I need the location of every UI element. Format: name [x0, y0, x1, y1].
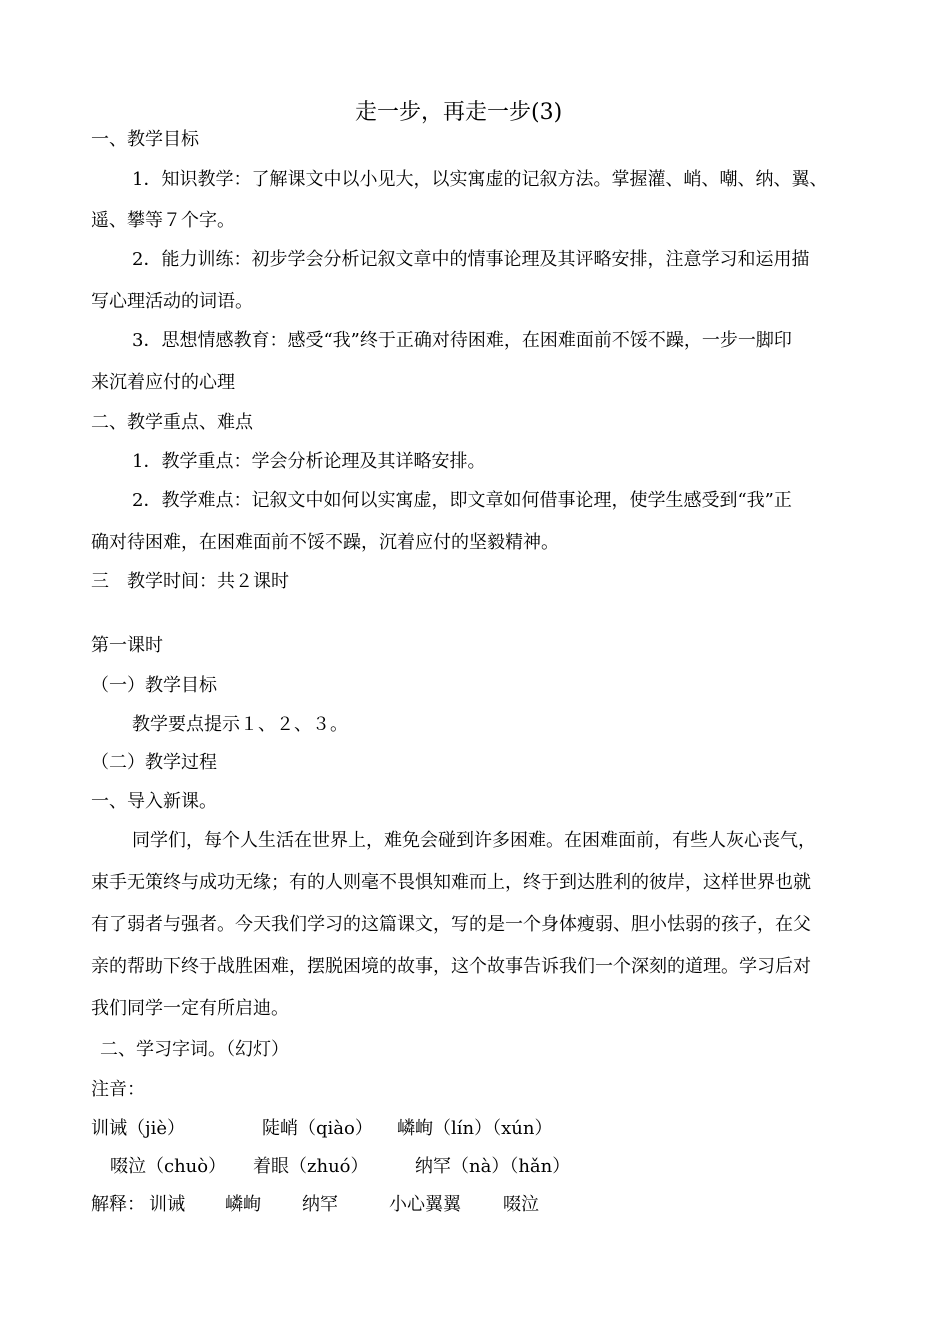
paragraph-line: 同学们，每个人生活在世界上，难免会碰到许多困难。在困难面前，有些人灰心丧气，	[132, 830, 816, 851]
paragraph-line: 1．知识教学：了解课文中以小见大，以实寓虚的记叙方法。掌握灌、峭、嘲、纳、翼、	[132, 169, 828, 190]
subsection-heading: （二）教学过程	[91, 752, 217, 773]
paragraph-line: 束手无策终与成功无缘；有的人则毫不畏惧知难而上，终于到达胜利的彼岸，这样世界也就	[91, 872, 811, 893]
explain-word: 纳罕	[302, 1194, 338, 1215]
paragraph-line: 2．教学难点：记叙文中如何以实寓虚，即文章如何借事论理，使学生感受到“我”正	[132, 490, 792, 511]
vocab-item: 着眼（zhuó）	[253, 1156, 369, 1177]
vocab-item: 嶙峋（lín）（xún）	[397, 1118, 553, 1139]
paragraph-line: 亲的帮助下终于战胜困难，摆脱困境的故事，这个故事告诉我们一个深刻的道理。学习后对	[91, 956, 811, 977]
paragraph-line: 3．思想情感教育：感受“我”终于正确对待困难，在困难面前不馁不躁，一步一脚印	[132, 330, 792, 351]
pinyin-label: 注音：	[91, 1079, 145, 1100]
vocab-item: 纳罕（nà）（hǎn）	[415, 1156, 571, 1177]
paragraph-line: 遥、攀等７个字。	[91, 210, 235, 231]
vocab-item: 陡峭（qiào）	[262, 1118, 373, 1139]
paragraph-line: 写心理活动的词语。	[91, 291, 253, 312]
subsection-heading: 二、学习字词。（幻灯）	[100, 1039, 289, 1060]
explain-word: 小心翼翼	[389, 1194, 461, 1215]
paragraph-line: 我们同学一定有所启迪。	[91, 998, 289, 1019]
explain-word: 嶙峋	[225, 1194, 261, 1215]
paragraph-line: 2．能力训练：初步学会分析记叙文章中的情事论理及其评略安排，注意学习和运用描	[132, 249, 810, 270]
subsection-heading: （一）教学目标	[91, 675, 217, 696]
section-heading: 二、教学重点、难点	[91, 412, 253, 433]
vocab-item: 训诫（jiè）	[91, 1118, 185, 1139]
page-title: 走一步，再走一步(3)	[355, 100, 563, 125]
vocab-item: 啜泣（chuò）	[110, 1156, 227, 1177]
explain-word: 啜泣	[503, 1194, 539, 1215]
section-heading: 一、教学目标	[91, 129, 199, 150]
paragraph-line: 教学要点提示１、２、３。	[132, 714, 348, 735]
explain-label: 解释：	[91, 1194, 145, 1215]
paragraph-line: 有了弱者与强者。今天我们学习的这篇课文，写的是一个身体瘦弱、胆小怯弱的孩子，在父	[91, 914, 811, 935]
paragraph-line: 来沉着应付的心理	[91, 372, 235, 393]
subsection-heading: 一、导入新课。	[91, 791, 217, 812]
explain-word: 训诫	[149, 1194, 185, 1215]
paragraph-line: 1．教学重点：学会分析论理及其详略安排。	[132, 451, 486, 472]
section-heading: 三 教学时间：共２课时	[91, 571, 289, 592]
lesson-heading: 第一课时	[91, 635, 163, 656]
paragraph-line: 确对待困难，在困难面前不馁不躁，沉着应付的坚毅精神。	[91, 532, 559, 553]
